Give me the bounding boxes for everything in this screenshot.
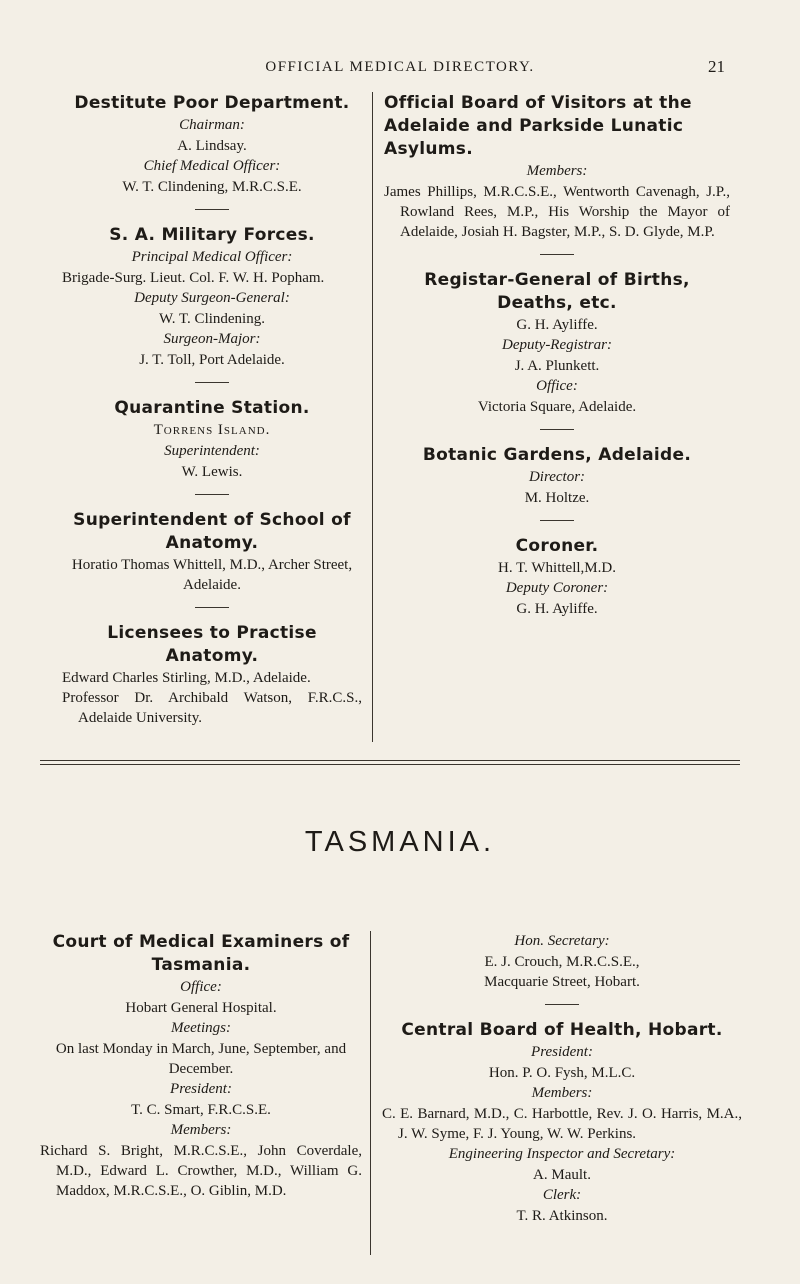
person-name: W. T. Clindening. [159, 311, 265, 327]
section-separator [195, 382, 229, 383]
address: Victoria Square, Adelaide. [477, 399, 637, 415]
double-rule-bottom [40, 764, 740, 765]
top-left-column [62, 92, 362, 728]
page-number: 21 [708, 57, 725, 76]
role-label: Deputy Coroner: [505, 580, 609, 596]
section-heading: Destitute Poor Department. [74, 93, 350, 113]
person-name: W. Lewis. [181, 464, 243, 480]
section-botanic-gardens [384, 444, 730, 508]
role-label: President: [170, 1081, 232, 1097]
bottom-right-column [382, 931, 742, 1226]
role-label: Office: [536, 378, 578, 394]
section-subheading: Torrens Island. [153, 422, 271, 438]
section-licensees [62, 622, 362, 728]
section-destitute-poor [62, 92, 362, 197]
role-label: Director: [528, 469, 586, 485]
members-list: Richard S. Bright, M.R.C.S.E., John Coverdale, M.D., Edward L. Crowther, M.D., William G. Maddox, M.R.C.S.E., O. Giblin, M.D. [40, 1143, 362, 1199]
role-label: Surgeon-Major: [163, 331, 261, 347]
role-label: Members: [170, 1122, 232, 1138]
person-name: Hon. P. O. Fysh, M.L.C. [488, 1065, 636, 1081]
role-label: Members: [526, 163, 588, 179]
person-name: T. C. Smart, F.R.C.S.E. [131, 1102, 271, 1118]
section-coroner [384, 535, 730, 619]
bottom-left-column [40, 931, 362, 1201]
section-heading: S. A. Military Forces. [109, 225, 315, 245]
person-name: W. T. Clindening, M.R.C.S.E. [122, 179, 302, 195]
section-separator [540, 254, 574, 255]
role-label: Deputy Surgeon-General: [134, 290, 290, 306]
address: Hobart General Hospital. [125, 1000, 277, 1016]
top-right-column [384, 92, 730, 619]
section-separator [540, 429, 574, 430]
role-label: Superintendent: [164, 443, 260, 459]
person-name: J. A. Plunkett. [514, 358, 600, 374]
person-name: M. Holtze. [524, 490, 590, 506]
section-heading: Quarantine Station. [114, 398, 310, 418]
section-registrar-general [384, 269, 730, 417]
person-entry: Brigade-Surg. Lieut. Col. F. W. H. Popham. [62, 270, 325, 286]
role-label: Principal Medical Officer: [131, 249, 293, 265]
section-separator [195, 209, 229, 210]
role-label: Chairman: [179, 117, 245, 133]
section-quarantine [62, 397, 362, 482]
person-name: E. J. Crouch, M.R.C.S.E., [484, 954, 640, 970]
section-board-of-visitors [384, 92, 730, 242]
person-entry: Horatio Thomas Whittell, M.D., Archer Street, Adelaide. [71, 557, 353, 593]
person-entry: Professor Dr. Archibald Watson, F.R.C.S., Adelaide University. [62, 690, 362, 726]
person-name: T. R. Atkinson. [516, 1208, 608, 1224]
address: Macquarie Street, Hobart. [484, 974, 640, 990]
role-label: Office: [180, 979, 222, 995]
members-list: C. E. Barnard, M.D., C. Harbottle, Rev. J. O. Harris, M.A., J. W. Syme, F. J. Young, W. W. Perkins. [382, 1106, 742, 1142]
double-rule-top [40, 760, 740, 761]
person-name: A. Lindsay. [177, 138, 247, 154]
members-list: James Phillips, M.R.C.S.E., Wentworth Cavenagh, J.P., Rowland Rees, M.P., His Worship the Mayor of Adelaide, Josiah H. Bagster, M.P., S. D. Glyde, M.P. [384, 184, 730, 240]
person-name: G. H. Ayliffe. [516, 601, 598, 617]
role-label: Meetings: [171, 1020, 231, 1036]
section-separator [545, 1004, 579, 1005]
role-label: Members: [531, 1085, 593, 1101]
section-separator [540, 520, 574, 521]
section-separator [195, 607, 229, 608]
section-court-of-examiners [40, 931, 362, 1201]
section-hon-secretary [382, 931, 742, 992]
person-entry: Edward Charles Stirling, M.D., Adelaide. [62, 670, 311, 686]
section-heading: Court of Medical Examiners of Tasmania. [52, 932, 350, 975]
person-name: H. T. Whittell,M.D. [498, 560, 616, 576]
role-label: Deputy-Registrar: [502, 337, 612, 353]
running-head-title: OFFICIAL MEDICAL DIRECTORY. [265, 59, 535, 75]
state-heading: TASMANIA. [304, 826, 496, 858]
section-heading: Official Board of Visitors at the Adelaide and Parkside Lunatic Asylums. [384, 93, 692, 159]
section-heading: Botanic Gardens, Adelaide. [422, 445, 692, 465]
section-central-board-of-health [382, 1019, 742, 1226]
role-label: President: [531, 1044, 593, 1060]
section-heading: Licensees to Practise Anatomy. [107, 623, 317, 666]
person-name: J. T. Toll, Port Adelaide. [139, 352, 285, 368]
section-heading: Coroner. [515, 536, 599, 556]
role-label: Engineering Inspector and Secretary: [448, 1146, 676, 1162]
section-heading: Registar-General of Births, Deaths, etc. [424, 270, 690, 313]
meetings-text: On last Monday in March, June, September, and December. [55, 1041, 347, 1077]
section-military-forces [62, 224, 362, 370]
person-name: A. Mault. [533, 1167, 591, 1183]
section-school-of-anatomy [62, 509, 362, 595]
role-label: Hon. Secretary: [514, 933, 610, 949]
person-name: G. H. Ayliffe. [516, 317, 598, 333]
section-heading: Central Board of Health, Hobart. [401, 1020, 723, 1040]
role-label: Chief Medical Officer: [143, 158, 281, 174]
role-label: Clerk: [542, 1187, 582, 1203]
column-divider [370, 931, 371, 1255]
section-heading: Superintendent of School of Anatomy. [73, 510, 351, 553]
section-separator [195, 494, 229, 495]
column-divider [372, 92, 373, 742]
